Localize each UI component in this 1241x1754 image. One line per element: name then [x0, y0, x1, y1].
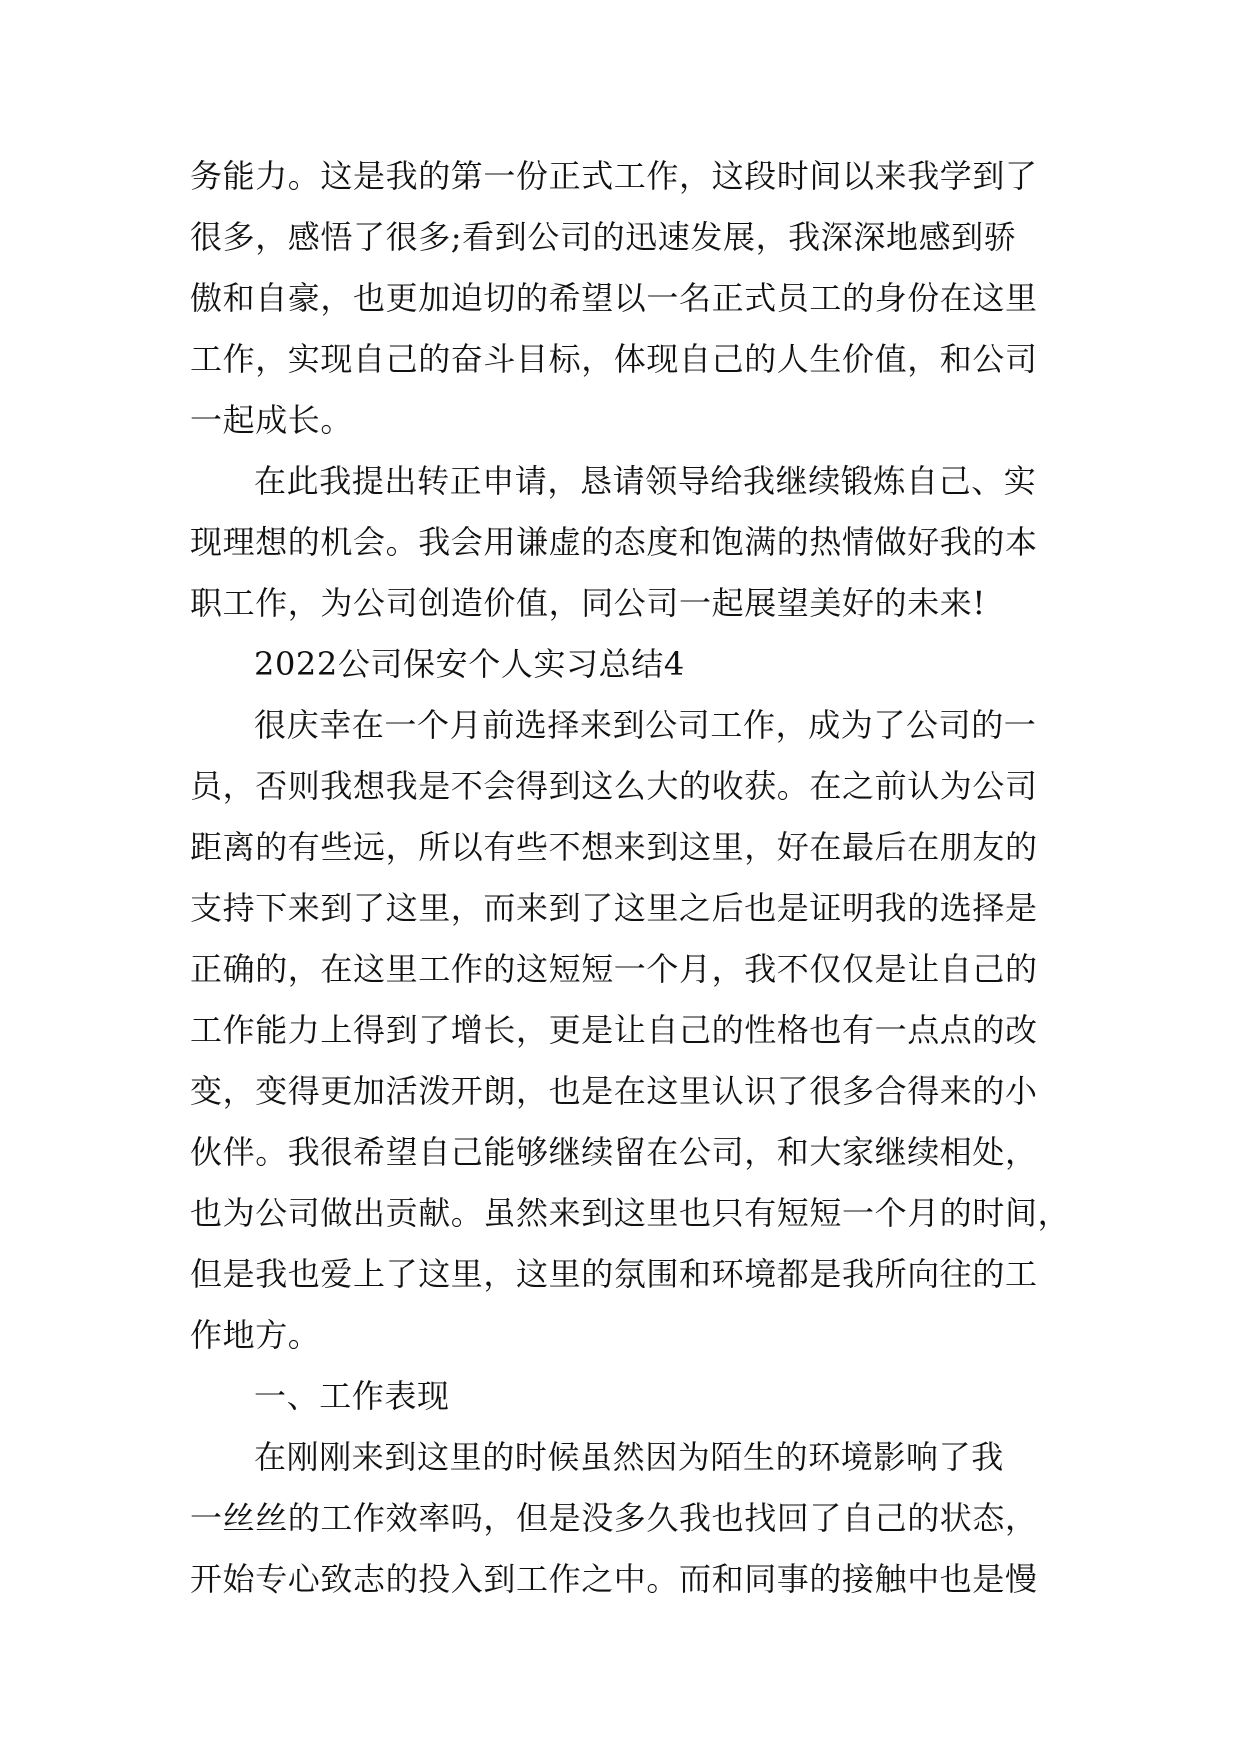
text-line: 作地方。	[190, 1316, 321, 1354]
text-line: 一丝丝的工作效率吗，但是没多久我也找回了自己的状态，	[190, 1499, 1038, 1537]
text-line: 傲和自豪，也更加迫切的希望以一名正式员工的身份在这里	[190, 279, 1038, 317]
text-line: 很多，感悟了很多;看到公司的迅速发展，我深深地感到骄	[190, 218, 1017, 256]
text-line: 务能力。这是我的第一份正式工作，这段时间以来我学到了	[190, 157, 1038, 195]
text-line: 开始专心致志的投入到工作之中。而和同事的接触中也是慢	[190, 1560, 1038, 1598]
text-line: 变，变得更加活泼开朗，也是在这里认识了很多合得来的小	[190, 1072, 1038, 1110]
text-line: 工作能力上得到了增长，更是让自己的性格也有一点点的改	[190, 1011, 1038, 1049]
text-line: 职工作，为公司创造价值，同公司一起展望美好的未来!	[190, 584, 986, 622]
subsection-heading: 一、工作表现	[254, 1377, 450, 1415]
text-line: 一起成长。	[190, 401, 354, 439]
text-line: 支持下来到了这里，而来到了这里之后也是证明我的选择是	[190, 889, 1038, 927]
text-line: 距离的有些远，所以有些不想来到这里，好在最后在朋友的	[190, 828, 1038, 866]
text-line: 伙伴。我很希望自己能够继续留在公司，和大家继续相处，	[190, 1133, 1038, 1171]
paragraph-start-line: 在此我提出转正申请，恳请领导给我继续锻炼自己、实	[254, 462, 1037, 500]
text-line: 现理想的机会。我会用谦虚的态度和饱满的热情做好我的本	[190, 523, 1038, 561]
text-line: 但是我也爱上了这里，这里的氛围和环境都是我所向往的工	[190, 1255, 1038, 1293]
text-line: 工作，实现自己的奋斗目标，体现自己的人生价值，和公司	[190, 340, 1038, 378]
paragraph-start-line: 很庆幸在一个月前选择来到公司工作，成为了公司的一	[254, 706, 1037, 744]
text-line: 也为公司做出贡献。虽然来到这里也只有短短一个月的时间，	[190, 1194, 1071, 1232]
section-title: 2022公司保安个人实习总结4	[254, 645, 685, 683]
text-line: 员，否则我想我是不会得到这么大的收获。在之前认为公司	[190, 767, 1038, 805]
document-body	[190, 146, 1070, 1610]
paragraph-start-line: 在刚刚来到这里的时候虽然因为陌生的环境影响了我	[254, 1438, 1004, 1476]
text-line: 正确的，在这里工作的这短短一个月，我不仅仅是让自己的	[190, 950, 1038, 988]
